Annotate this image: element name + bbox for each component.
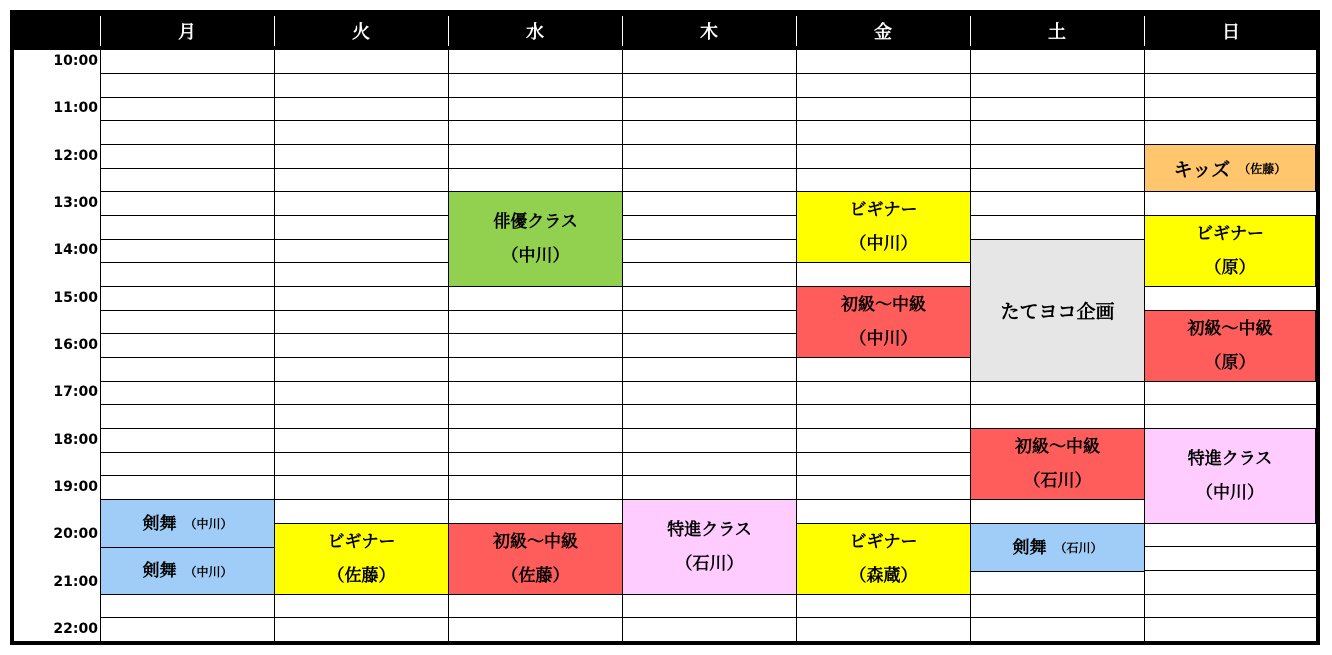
class-block-beginner-intermediate[interactable] xyxy=(970,428,1145,500)
class-teacher: （原） xyxy=(1204,353,1256,373)
day-header-thu: 木 xyxy=(700,22,718,43)
class-block-kenbu[interactable] xyxy=(100,499,275,548)
time-label: 15:00 xyxy=(53,290,98,306)
class-teacher: （石川） xyxy=(1054,541,1103,555)
class-name: 初級～中級 xyxy=(841,295,926,315)
class-teacher: （石川） xyxy=(1023,471,1092,491)
class-teacher: （中川） xyxy=(849,234,918,254)
class-teacher: （中川） xyxy=(849,329,918,349)
class-teacher: （森蔵） xyxy=(849,566,918,586)
time-label: 11:00 xyxy=(53,100,98,116)
grid-line xyxy=(100,144,1318,145)
day-header-tue: 火 xyxy=(352,22,370,43)
grid-line xyxy=(100,120,1318,121)
class-teacher: （佐藤） xyxy=(501,566,570,586)
time-label: 19:00 xyxy=(53,479,98,495)
class-teacher: （原） xyxy=(1204,258,1256,278)
class-block-haiyu[interactable] xyxy=(448,191,623,287)
time-label: 21:00 xyxy=(53,574,98,590)
grid-line xyxy=(100,215,1318,216)
time-label: 12:00 xyxy=(53,148,98,164)
time-label: 10:00 xyxy=(53,53,98,69)
class-name: 初級～中級 xyxy=(1187,319,1273,339)
class-block-beginner[interactable] xyxy=(274,523,449,595)
day-header-wed: 水 xyxy=(526,22,544,43)
class-name: ビギナー xyxy=(849,200,918,220)
class-name: キッズ xyxy=(1173,158,1231,181)
time-label: 17:00 xyxy=(53,384,98,400)
class-block-tokushin[interactable] xyxy=(1144,428,1316,524)
class-block-kenbu[interactable] xyxy=(970,523,1145,572)
time-label: 20:00 xyxy=(53,526,98,542)
day-header-fri: 金 xyxy=(874,22,892,43)
class-name: 俳優クラス xyxy=(493,212,578,232)
grid-line xyxy=(100,617,1318,618)
day-header-sun: 日 xyxy=(1222,22,1240,43)
class-name: 剣舞 xyxy=(142,513,177,534)
class-block-beginner[interactable] xyxy=(1144,215,1316,287)
class-name: ビギナー xyxy=(327,532,396,552)
class-block-tateyoko[interactable] xyxy=(970,239,1145,382)
class-name: 特進クラス xyxy=(1187,449,1273,469)
time-label: 13:00 xyxy=(53,195,98,211)
grid-line xyxy=(100,73,1318,74)
class-name: 剣舞 xyxy=(1012,537,1047,558)
grid-line xyxy=(100,191,1318,192)
grid-line xyxy=(100,168,1318,169)
class-block-beginner[interactable] xyxy=(796,191,971,263)
time-label: 14:00 xyxy=(53,242,98,258)
time-label: 16:00 xyxy=(53,337,98,353)
class-teacher: （中川） xyxy=(501,246,570,266)
class-name: 初級～中級 xyxy=(1015,437,1100,457)
time-label: 18:00 xyxy=(53,432,98,448)
class-block-beginner-intermediate[interactable] xyxy=(448,523,623,595)
day-header-sat: 土 xyxy=(1048,22,1066,43)
class-name: 特進クラス xyxy=(667,520,752,540)
day-header-mon: 月 xyxy=(178,22,196,43)
time-label: 22:00 xyxy=(53,621,98,637)
grid-line xyxy=(100,404,1318,405)
grid-line xyxy=(100,97,1318,98)
class-name: 初級～中級 xyxy=(493,532,578,552)
class-teacher: （佐藤） xyxy=(1238,161,1287,176)
class-name: ビギナー xyxy=(849,532,918,552)
class-block-beginner-intermediate[interactable] xyxy=(796,286,971,358)
class-block-kids[interactable] xyxy=(1144,144,1316,192)
class-name: たてヨコ企画 xyxy=(1000,301,1115,323)
class-block-kenbu[interactable] xyxy=(100,547,275,595)
class-teacher: （石川） xyxy=(675,554,744,574)
class-teacher: （中川） xyxy=(184,517,233,531)
class-teacher: （中川） xyxy=(184,564,233,579)
class-name: 剣舞 xyxy=(142,561,177,581)
class-block-tokushin[interactable] xyxy=(622,499,797,595)
class-block-beginner-intermediate[interactable] xyxy=(1144,310,1316,382)
class-teacher: （佐藤） xyxy=(327,566,396,586)
class-teacher: （中川） xyxy=(1196,483,1264,503)
class-name: ビギナー xyxy=(1196,224,1264,244)
class-block-beginner[interactable] xyxy=(796,523,971,595)
